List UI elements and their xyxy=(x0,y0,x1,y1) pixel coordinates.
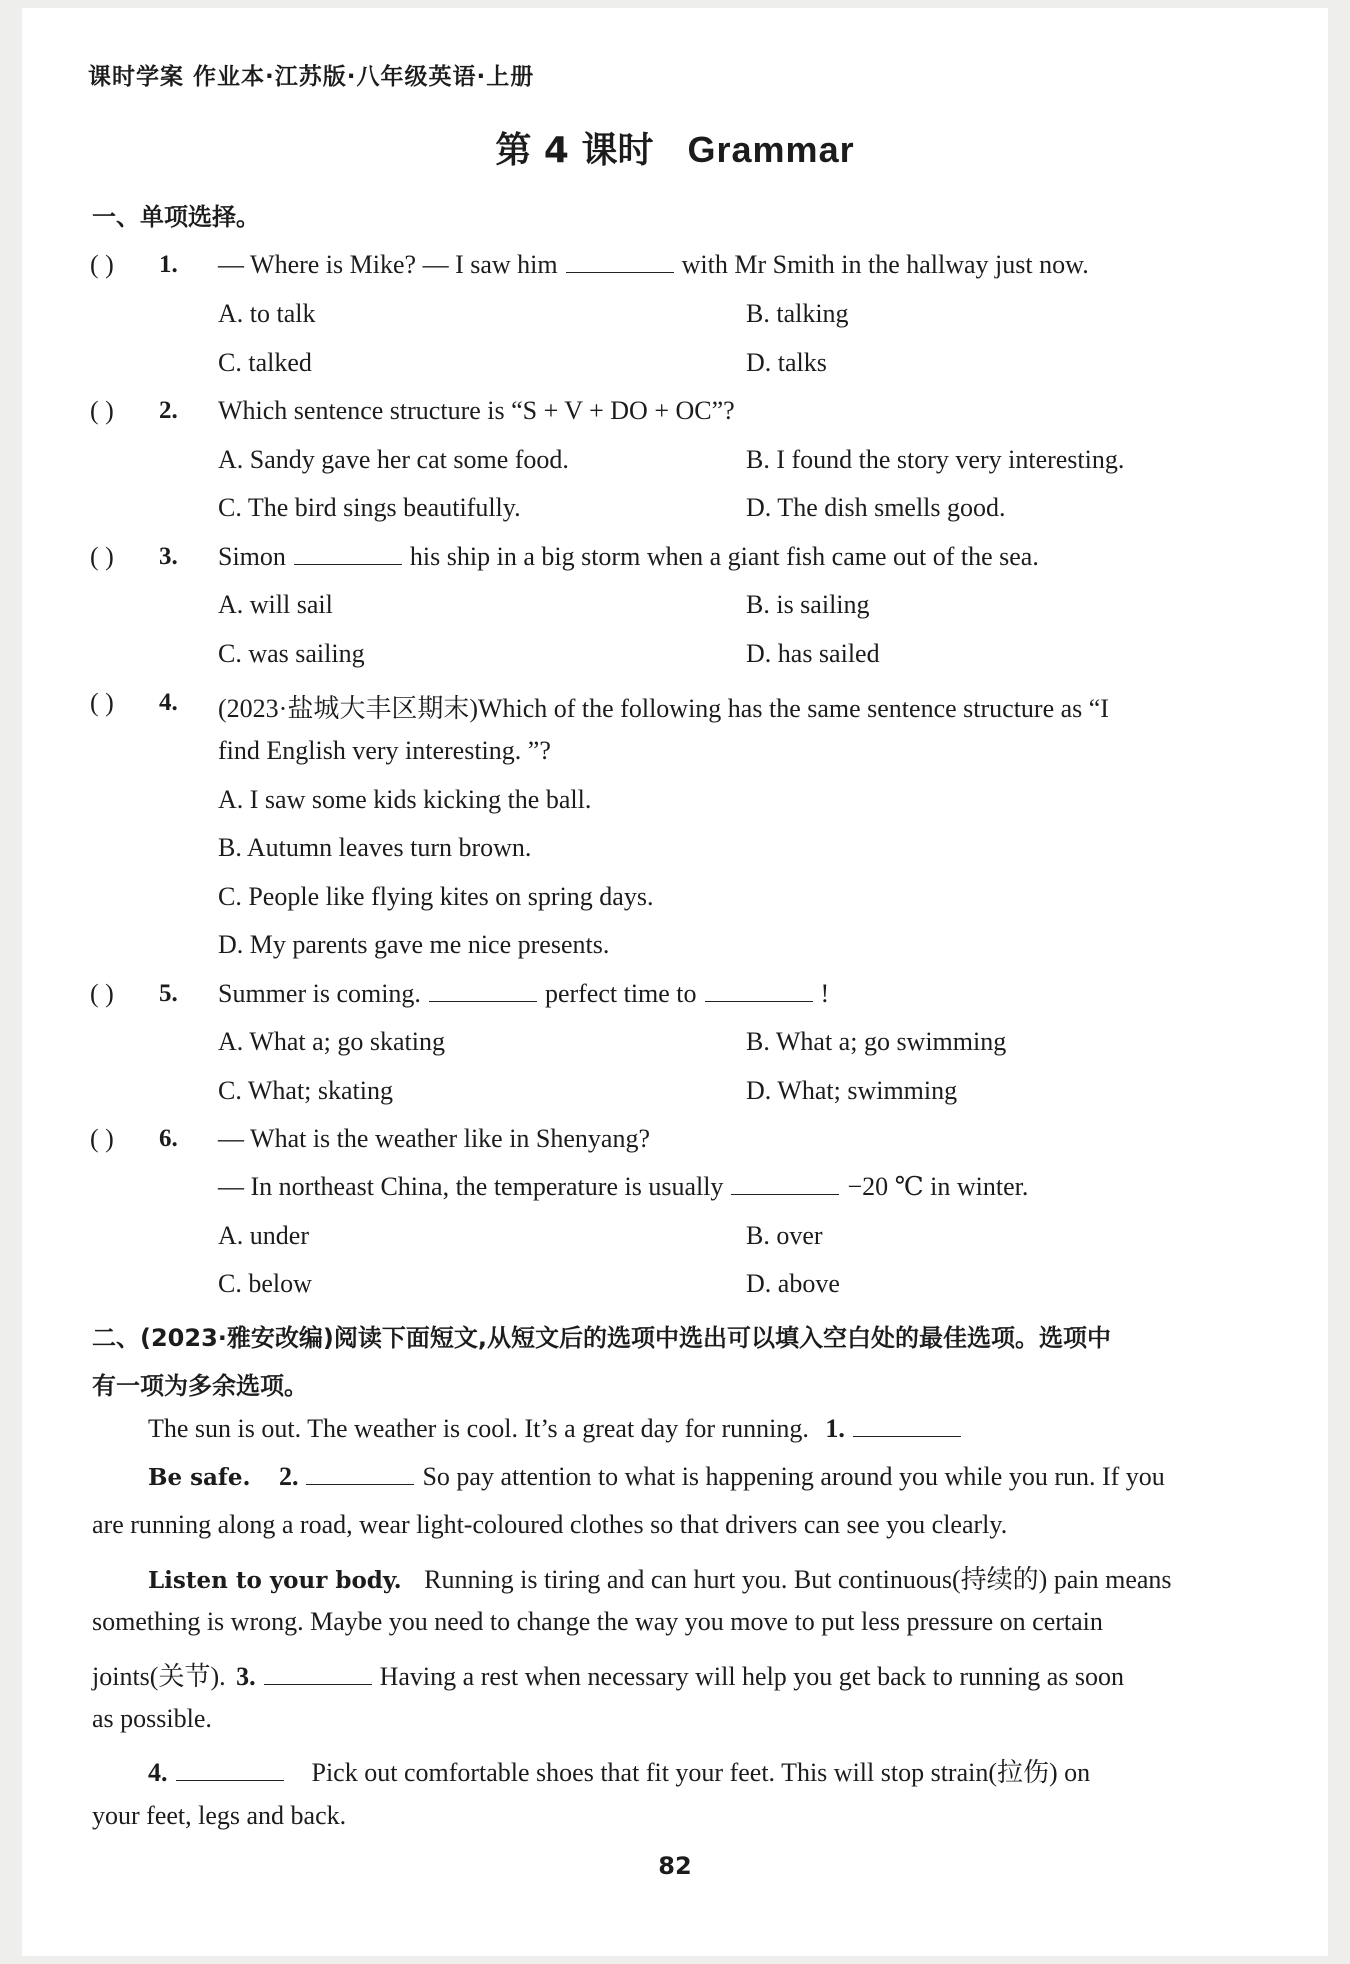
option-b[interactable]: B. I found the story very interesting. xyxy=(746,445,1125,474)
running-header xyxy=(88,58,534,91)
option-a[interactable]: A. Sandy gave her cat some food. xyxy=(218,445,569,474)
answer-blank[interactable] xyxy=(294,542,402,565)
passage-text: your feet, legs and back. xyxy=(92,1801,347,1830)
passage-text: Having a rest when necessary will help you get back to running as soon xyxy=(379,1662,1125,1691)
passage-text: are running along a road, wear light-coloured clothes so that drivers can see you clearly. xyxy=(92,1510,1008,1539)
stem-part: his ship in a big storm when a giant fish came out of the sea. xyxy=(409,542,1039,571)
option-c[interactable]: C. was sailing xyxy=(218,639,365,668)
book-meta: ·江苏版·八年级英语·上册 xyxy=(265,64,535,90)
passage-text: as possible. xyxy=(92,1704,212,1733)
question-stem: Which sentence structure is “S + V + DO + OC”? xyxy=(218,396,735,425)
answer-blank[interactable] xyxy=(731,1172,839,1195)
stem-part: perfect time to xyxy=(544,979,697,1008)
section2-heading: 二、(2023·雅安改编)阅读下面短文,从短文后的选项中选出可以填入空白处的最佳选项。选项中 xyxy=(92,1324,1111,1352)
answer-blank[interactable] xyxy=(853,1414,961,1437)
answer-bracket[interactable]: ( ) xyxy=(90,979,114,1008)
option-b[interactable]: B. is sailing xyxy=(746,590,870,619)
question-number: 2. xyxy=(159,397,178,424)
stem-part: with Mr Smith in the hallway just now. xyxy=(681,250,1089,279)
question-stem xyxy=(218,542,1039,572)
option-c[interactable]: C. People like flying kites on spring days. xyxy=(218,882,654,911)
option-a[interactable]: A. I saw some kids kicking the ball. xyxy=(218,785,592,814)
paragraph-heading: Listen to your body. xyxy=(148,1567,402,1594)
stem-part: Simon xyxy=(218,542,286,571)
passage-paragraph-4 xyxy=(148,1752,1090,1789)
option-a[interactable]: A. What a; go skating xyxy=(218,1027,445,1056)
option-b[interactable]: B. over xyxy=(746,1221,823,1250)
option-d[interactable]: D. My parents gave me nice presents. xyxy=(218,930,610,959)
option-d[interactable]: D. The dish smells good. xyxy=(746,493,1006,522)
section2-heading-continued: 有一项为多余选项。 xyxy=(92,1372,308,1400)
option-d[interactable]: D. talks xyxy=(746,348,827,377)
answer-bracket[interactable]: ( ) xyxy=(90,1124,114,1153)
passage-paragraph-2 xyxy=(148,1462,1165,1492)
question-number: 3. xyxy=(159,543,178,570)
option-c[interactable]: C. below xyxy=(218,1269,312,1298)
passage-text: joints(关节). xyxy=(92,1662,226,1691)
stem-part: — In northeast China, the temperature is usually xyxy=(218,1172,724,1201)
question-stem xyxy=(218,250,1089,280)
option-d[interactable]: D. above xyxy=(746,1269,840,1298)
option-a[interactable]: A. will sail xyxy=(218,590,333,619)
passage-text: something is wrong. Maybe you need to change the way you move to put less pressure on certain xyxy=(92,1607,1103,1636)
option-b[interactable]: B. What a; go swimming xyxy=(746,1027,1007,1056)
option-a[interactable]: A. under xyxy=(218,1221,309,1250)
question-stem-continued: find English very interesting. ”? xyxy=(218,736,551,765)
lesson-topic: Grammar xyxy=(687,129,855,170)
passage-paragraph-1 xyxy=(148,1414,969,1444)
question-stem: — What is the weather like in Shenyang? xyxy=(218,1124,651,1153)
answer-blank[interactable] xyxy=(566,250,674,273)
question-stem xyxy=(218,979,829,1009)
series-name: 作业本 xyxy=(193,64,266,90)
stem-part: — Where is Mike? — I saw him xyxy=(218,250,558,279)
blank-number: 2. xyxy=(278,1462,299,1491)
question-stem: (2023·盐城大丰区期末)Which of the following has the same sentence structure as “I xyxy=(218,694,1109,723)
option-a[interactable]: A. to talk xyxy=(218,299,316,328)
question-number: 1. xyxy=(159,251,178,278)
lesson-label: 第 4 课时 xyxy=(495,130,654,171)
passage-text: Pick out comfortable shoes that fit your feet. This will stop strain(拉伤) on xyxy=(311,1758,1091,1787)
stem-part: ! xyxy=(820,979,830,1008)
option-b[interactable]: B. talking xyxy=(746,299,849,328)
paragraph-heading: Be safe. xyxy=(148,1464,251,1491)
question-number: 5. xyxy=(159,980,178,1007)
passage-text: The sun is out. The weather is cool. It’s a great day for running. xyxy=(148,1414,809,1443)
passage-text xyxy=(92,1656,1124,1693)
option-c[interactable]: C. What; skating xyxy=(218,1076,394,1105)
option-c[interactable]: C. The bird sings beautifully. xyxy=(218,493,521,522)
option-d[interactable]: D. What; swimming xyxy=(746,1076,958,1105)
page-number: 82 xyxy=(658,1852,692,1880)
answer-blank[interactable] xyxy=(264,1662,372,1685)
blank-number: 3. xyxy=(236,1662,256,1691)
answer-bracket[interactable]: ( ) xyxy=(90,688,114,717)
answer-blank[interactable] xyxy=(306,1462,414,1485)
option-c[interactable]: C. talked xyxy=(218,348,312,377)
question-number: 4. xyxy=(159,689,178,716)
option-b[interactable]: B. Autumn leaves turn brown. xyxy=(218,833,532,862)
stem-part: Summer is coming. xyxy=(218,979,421,1008)
answer-blank[interactable] xyxy=(176,1758,284,1781)
passage-text: Running is tiring and can hurt you. But continuous(持续的) pain means xyxy=(424,1565,1172,1594)
question-stem-continued xyxy=(218,1172,1028,1202)
answer-bracket[interactable]: ( ) xyxy=(90,250,114,279)
blank-number: 1. xyxy=(825,1414,845,1443)
answer-blank[interactable] xyxy=(429,979,537,1002)
stem-part: −20 ℃ in winter. xyxy=(847,1172,1029,1201)
question-number: 6. xyxy=(159,1125,178,1152)
answer-bracket[interactable]: ( ) xyxy=(90,396,114,425)
page-title xyxy=(0,122,1350,173)
brand-name: 课时学案 xyxy=(88,64,184,90)
option-d[interactable]: D. has sailed xyxy=(746,639,880,668)
answer-blank[interactable] xyxy=(705,979,813,1002)
section1-heading: 一、单项选择。 xyxy=(92,203,260,231)
answer-bracket[interactable]: ( ) xyxy=(90,542,114,571)
passage-text: So pay attention to what is happening around you while you run. If you xyxy=(422,1462,1165,1491)
blank-number: 4. xyxy=(148,1758,168,1787)
passage-paragraph-3 xyxy=(148,1559,1172,1596)
